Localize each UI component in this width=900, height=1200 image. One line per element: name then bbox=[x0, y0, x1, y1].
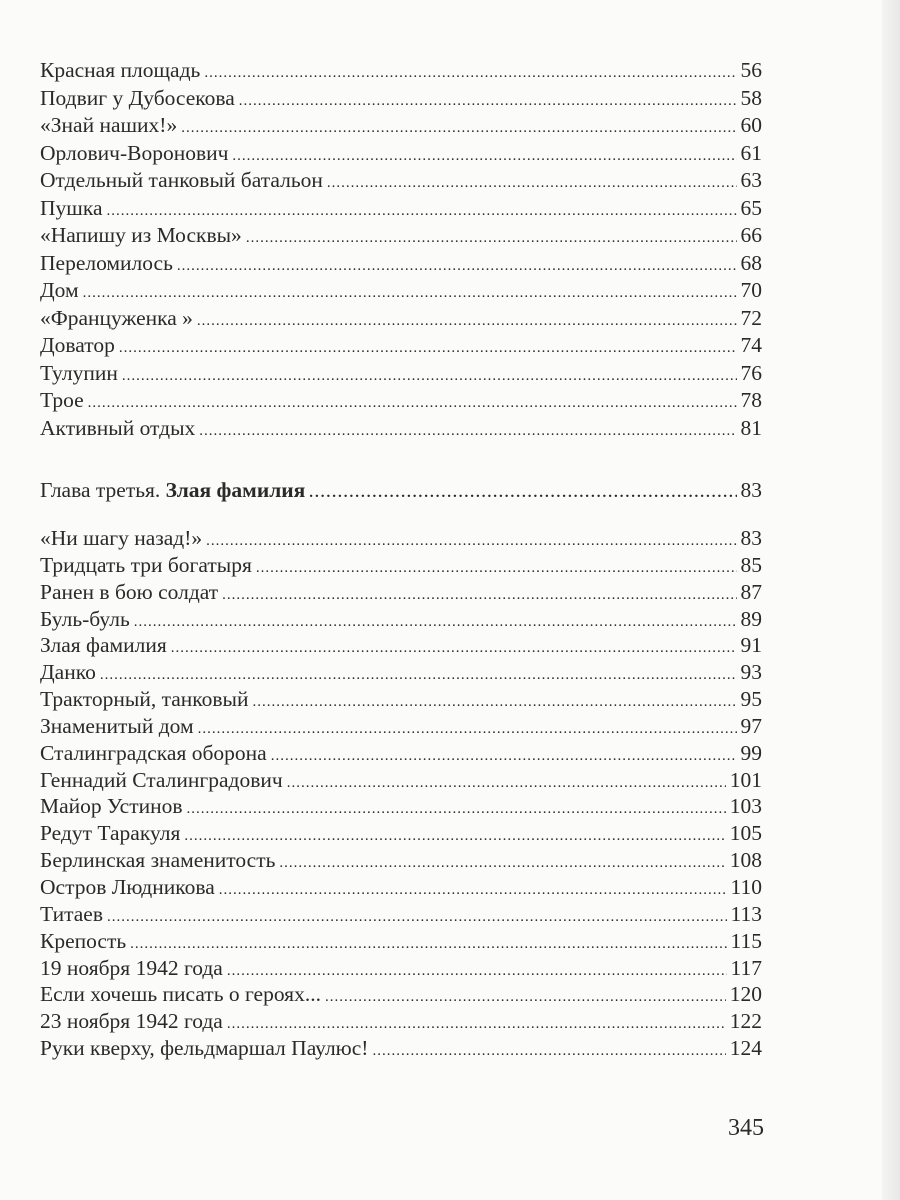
entry-page: 70 bbox=[740, 278, 762, 302]
entry-page: 101 bbox=[729, 767, 762, 792]
leader-dots bbox=[372, 1043, 725, 1060]
entry-page: 91 bbox=[740, 633, 762, 658]
entry-title: Трое bbox=[40, 388, 84, 412]
leader-dots bbox=[206, 533, 736, 550]
leader-dots bbox=[122, 368, 737, 385]
entry-page: 105 bbox=[729, 821, 762, 846]
entry-page: 103 bbox=[729, 794, 762, 819]
leader-dots bbox=[184, 828, 725, 845]
entry-page: 78 bbox=[740, 388, 762, 412]
toc-entry[interactable] bbox=[40, 58, 762, 86]
entry-page: 65 bbox=[740, 195, 762, 220]
toc-entry[interactable] bbox=[40, 768, 762, 795]
toc-entry[interactable] bbox=[40, 633, 762, 660]
entry-title: Данко bbox=[40, 660, 96, 685]
entry-page: 68 bbox=[740, 250, 762, 275]
entry-page: 60 bbox=[740, 113, 762, 137]
toc-entry[interactable] bbox=[40, 251, 762, 279]
entry-title: Остров Людникова bbox=[40, 874, 215, 899]
toc-entry[interactable] bbox=[40, 1036, 762, 1063]
entry-title: «Знай наших!» bbox=[40, 113, 178, 137]
toc-entry[interactable] bbox=[40, 848, 762, 875]
entry-page: 99 bbox=[740, 740, 762, 765]
entry-title: Красная площадь bbox=[40, 58, 201, 82]
leader-dots bbox=[100, 667, 737, 684]
toc-section-1 bbox=[40, 58, 762, 443]
entry-page: 95 bbox=[740, 687, 762, 712]
chapter-name: Злая фамилия bbox=[165, 478, 306, 502]
entry-title: Подвиг у Дубосекова bbox=[40, 85, 235, 110]
entry-page: 110 bbox=[730, 874, 762, 899]
toc-entry[interactable] bbox=[40, 416, 762, 444]
leader-dots bbox=[327, 175, 737, 192]
entry-title: «Ни шагу назад!» bbox=[40, 526, 203, 550]
leader-dots bbox=[219, 882, 727, 899]
entry-page: 66 bbox=[740, 223, 762, 247]
entry-title: Пушка bbox=[40, 195, 103, 220]
page-edge bbox=[882, 0, 900, 1200]
entry-title: Руки кверху, фельдмаршал Паулюс! bbox=[40, 1036, 369, 1061]
entry-page: 93 bbox=[740, 660, 762, 685]
entry-page: 85 bbox=[740, 552, 762, 577]
entry-page: 56 bbox=[740, 58, 762, 82]
leader-dots bbox=[88, 395, 737, 412]
entry-page: 122 bbox=[729, 1009, 762, 1034]
entry-title: Доватор bbox=[40, 333, 115, 357]
leader-dots bbox=[197, 313, 737, 330]
leader-dots bbox=[199, 423, 736, 440]
leader-dots bbox=[309, 485, 736, 502]
leader-dots bbox=[177, 258, 737, 275]
entry-page: 89 bbox=[740, 606, 762, 631]
entry-title: Если хочешь писать о героях... bbox=[40, 982, 321, 1007]
toc-entry[interactable] bbox=[40, 794, 762, 821]
toc-entry[interactable] bbox=[40, 982, 762, 1009]
toc-entry[interactable] bbox=[40, 333, 762, 361]
chapter-prefix: Глава третья. bbox=[40, 478, 161, 502]
entry-title: 19 ноября 1942 года bbox=[40, 955, 223, 980]
toc-entry[interactable] bbox=[40, 929, 762, 956]
entry-page: 63 bbox=[740, 168, 762, 192]
entry-page: 72 bbox=[740, 305, 762, 330]
toc-entry[interactable] bbox=[40, 278, 762, 306]
leader-dots bbox=[187, 801, 726, 818]
entry-page: 124 bbox=[729, 1036, 762, 1061]
leader-dots bbox=[271, 748, 737, 765]
entry-title: Орлович-Воронович bbox=[40, 140, 229, 165]
toc-entry[interactable] bbox=[40, 660, 762, 687]
leader-dots bbox=[107, 203, 737, 220]
leader-dots bbox=[198, 721, 737, 738]
leader-dots bbox=[256, 560, 737, 577]
entry-title: Берлинская знаменитость bbox=[40, 848, 276, 873]
toc-entry[interactable] bbox=[40, 113, 762, 141]
toc-entry[interactable] bbox=[40, 388, 762, 416]
leader-dots bbox=[279, 855, 725, 872]
toc-entry[interactable] bbox=[40, 361, 762, 389]
leader-dots bbox=[239, 93, 737, 110]
leader-dots bbox=[171, 640, 737, 657]
entry-title: Активный отдых bbox=[40, 415, 196, 440]
toc-entry[interactable] bbox=[40, 86, 762, 114]
entry-page: 76 bbox=[740, 360, 762, 385]
entry-page: 83 bbox=[740, 526, 762, 550]
leader-dots bbox=[119, 340, 737, 357]
entry-page: 97 bbox=[740, 713, 762, 738]
entry-page: 115 bbox=[730, 928, 762, 953]
toc-entry[interactable] bbox=[40, 687, 762, 714]
toc-entry[interactable] bbox=[40, 607, 762, 634]
leader-dots bbox=[83, 285, 737, 302]
entry-title: Переломилось bbox=[40, 250, 173, 275]
entry-title: Дом bbox=[40, 278, 79, 302]
toc-entry[interactable] bbox=[40, 875, 762, 902]
leader-dots bbox=[222, 587, 736, 604]
toc-entry[interactable] bbox=[40, 714, 762, 741]
leader-dots bbox=[325, 989, 726, 1006]
toc-entry[interactable] bbox=[40, 1009, 762, 1036]
leader-dots bbox=[134, 614, 737, 631]
leader-dots bbox=[130, 936, 726, 953]
toc-entry[interactable] bbox=[40, 526, 762, 553]
entry-page: 117 bbox=[730, 955, 762, 980]
entry-title: Знаменитый дом bbox=[40, 713, 194, 738]
entry-title: 23 ноября 1942 года bbox=[40, 1009, 223, 1034]
entry-page: 120 bbox=[729, 982, 762, 1007]
entry-page: 81 bbox=[740, 415, 762, 440]
leader-dots bbox=[253, 694, 737, 711]
entry-title: Ранен в бою солдат bbox=[40, 579, 219, 604]
entry-title: Геннадий Сталинградович bbox=[40, 767, 283, 792]
leader-dots bbox=[181, 120, 736, 137]
entry-page: 58 bbox=[740, 85, 762, 110]
leader-dots bbox=[287, 775, 726, 792]
entry-title: Тракторный, танковый bbox=[40, 687, 249, 712]
chapter-page: 83 bbox=[740, 478, 762, 502]
entry-title: Сталинградская оборона bbox=[40, 740, 267, 765]
entry-title: Тридцать три богатыря bbox=[40, 552, 252, 577]
entry-title: Титаев bbox=[40, 901, 103, 926]
entry-page: 113 bbox=[730, 901, 762, 926]
entry-page: 74 bbox=[740, 333, 762, 357]
leader-dots bbox=[246, 230, 737, 247]
toc-entry[interactable] bbox=[40, 168, 762, 196]
entry-title: Майор Устинов bbox=[40, 794, 183, 819]
entry-title: Буль-буль bbox=[40, 606, 130, 631]
toc-entry[interactable] bbox=[40, 902, 762, 929]
entry-page: 61 bbox=[740, 140, 762, 165]
toc-entry[interactable] bbox=[40, 553, 762, 580]
entry-title: «Напишу из Москвы» bbox=[40, 223, 242, 247]
chapter-row[interactable] bbox=[40, 478, 762, 508]
toc-entry[interactable] bbox=[40, 306, 762, 334]
toc-entry[interactable] bbox=[40, 196, 762, 224]
entry-page: 87 bbox=[740, 579, 762, 604]
leader-dots bbox=[204, 65, 736, 82]
leader-dots bbox=[227, 1016, 726, 1033]
entry-page: 108 bbox=[729, 848, 762, 873]
toc-section-2 bbox=[40, 526, 762, 1063]
toc-chapter-heading bbox=[40, 478, 762, 508]
leader-dots bbox=[232, 148, 736, 165]
entry-title: Крепость bbox=[40, 928, 127, 953]
entry-title: Злая фамилия bbox=[40, 633, 167, 658]
entry-title: Отдельный танковый батальон bbox=[40, 168, 323, 192]
entry-title: «Француженка » bbox=[40, 305, 193, 330]
page-number: 345 bbox=[728, 1115, 764, 1141]
toc-entry[interactable] bbox=[40, 223, 762, 251]
entry-title: Тулупин bbox=[40, 360, 118, 385]
leader-dots bbox=[107, 909, 727, 926]
toc-entry[interactable] bbox=[40, 741, 762, 768]
entry-title: Редут Таракуля bbox=[40, 821, 181, 846]
leader-dots bbox=[227, 963, 727, 980]
toc-entry[interactable] bbox=[40, 956, 762, 983]
chapter-title bbox=[40, 478, 309, 503]
toc-entry[interactable] bbox=[40, 141, 762, 169]
toc-entry[interactable] bbox=[40, 821, 762, 848]
toc-entry[interactable] bbox=[40, 580, 762, 607]
